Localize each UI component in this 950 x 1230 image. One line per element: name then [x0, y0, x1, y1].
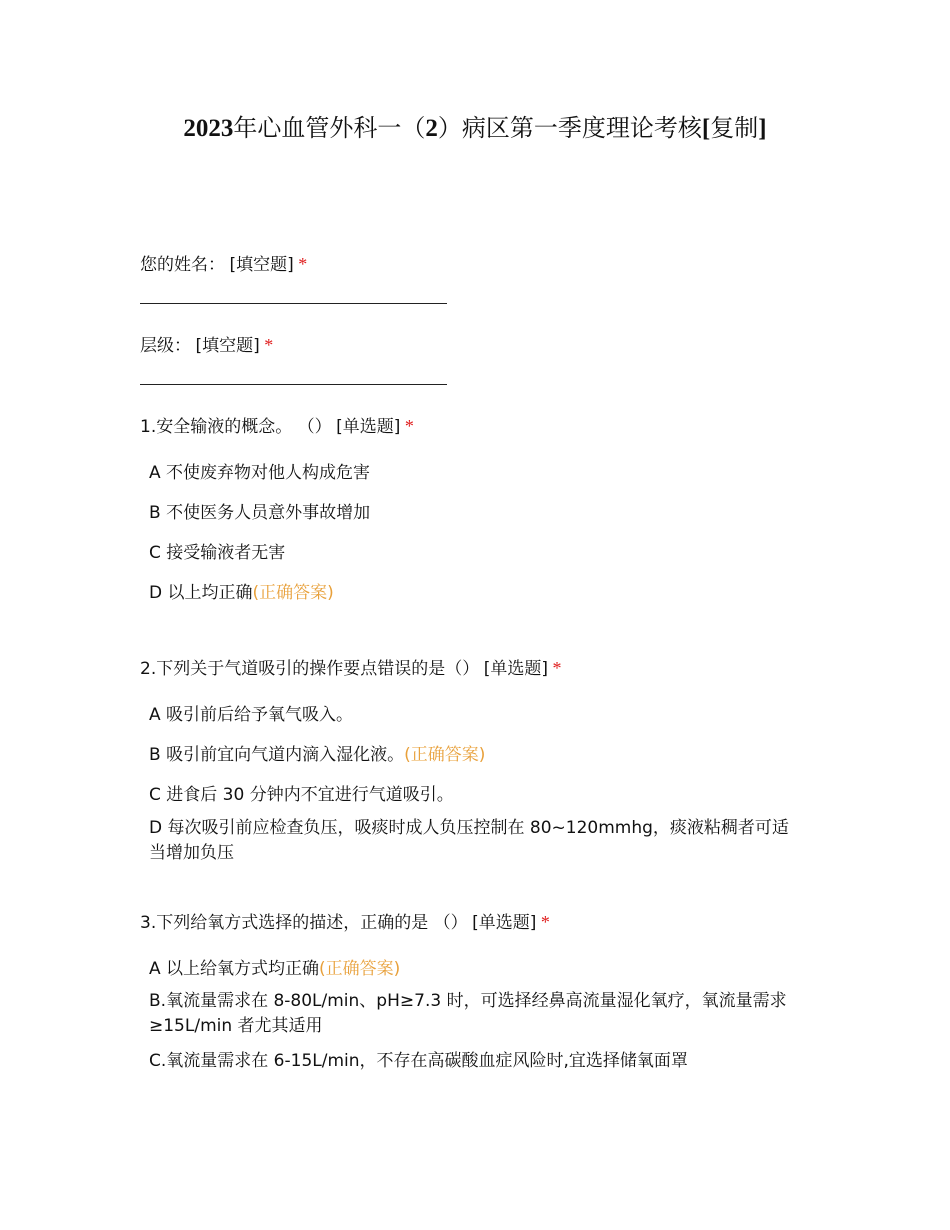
page-title: [0, 113, 950, 144]
field-label: 您的姓名：: [140, 255, 225, 275]
q2-option-a[interactable]: [149, 702, 353, 727]
q2-option-b[interactable]: [149, 742, 485, 767]
field-type: [填空题]: [229, 255, 294, 275]
question-text: 2.下列关于气道吸引的操作要点错误的是（）: [140, 659, 480, 679]
option-text: A 吸引前后给予氧气吸入。: [149, 705, 354, 725]
option-text: B 不使医务人员意外事故增加: [149, 503, 371, 523]
title-suffix: 复制: [710, 114, 759, 142]
q1-option-c[interactable]: [149, 540, 285, 565]
correct-answer-tag: (正确答案): [319, 959, 401, 979]
title-part2: ）病区第一季度理论考核: [437, 114, 702, 142]
option-text: A 不使废弃物对他人构成危害: [149, 463, 371, 483]
required-star: *: [404, 416, 414, 436]
title-year: 2023: [183, 115, 234, 142]
title-bracket-open: [: [701, 115, 711, 142]
option-text: B 吸引前宜向气道内滴入湿化液。: [149, 745, 405, 765]
field-level-label: [140, 333, 273, 358]
question-type: [单选题]: [472, 913, 537, 933]
required-star: *: [264, 335, 274, 355]
option-text: D 以上均正确: [149, 583, 253, 603]
option-text: C.氧流量需求在 6-15L/min，不存在高碳酸血症风险时,宜选择储氧面罩: [149, 1051, 688, 1071]
q2-option-d[interactable]: [149, 815, 799, 865]
q3-option-a[interactable]: [149, 956, 400, 981]
level-input-line[interactable]: [140, 384, 447, 385]
option-text: C 接受输液者无害: [149, 543, 286, 563]
title-part1: 年心血管外科一（: [233, 114, 426, 142]
q3-option-c[interactable]: [149, 1048, 688, 1073]
question-1-title: [140, 414, 414, 439]
question-text: 3.下列给氧方式选择的描述，正确的是 （）: [140, 913, 468, 933]
required-star: *: [552, 658, 562, 678]
option-text: D 每次吸引前应检查负压，吸痰时成人负压控制在 80~120mmhg，痰液粘稠者可适当增加负压: [149, 818, 789, 863]
required-star: *: [540, 912, 550, 932]
question-3-title: [140, 910, 550, 935]
field-label: 层级：: [140, 336, 191, 356]
field-name-label: [140, 252, 307, 277]
option-text: C 进食后 30 分钟内不宜进行气道吸引。: [149, 785, 454, 805]
question-type: [单选题]: [483, 659, 548, 679]
question-text: 1.安全输液的概念。 （）: [140, 417, 332, 437]
title-num: 2: [425, 115, 438, 142]
q2-option-c[interactable]: [149, 782, 454, 807]
option-text: A 以上给氧方式均正确: [149, 959, 320, 979]
name-input-line[interactable]: [140, 303, 447, 304]
correct-answer-tag: (正确答案): [252, 583, 334, 603]
required-star: *: [298, 254, 308, 274]
correct-answer-tag: (正确答案): [404, 745, 486, 765]
question-type: [单选题]: [336, 417, 401, 437]
title-bracket-close: ]: [758, 115, 767, 142]
q1-option-a[interactable]: [149, 460, 370, 485]
q1-option-b[interactable]: [149, 500, 370, 525]
q3-option-b[interactable]: [149, 988, 799, 1038]
question-2-title: [140, 656, 562, 681]
q1-option-d[interactable]: [149, 580, 334, 605]
option-text: B.氧流量需求在 8-80L/min、pH≥7.3 时，可选择经鼻高流量湿化氧疗，氧流量需求≥15L/min 者尤其适用: [149, 991, 787, 1036]
field-type: [填空题]: [195, 336, 260, 356]
